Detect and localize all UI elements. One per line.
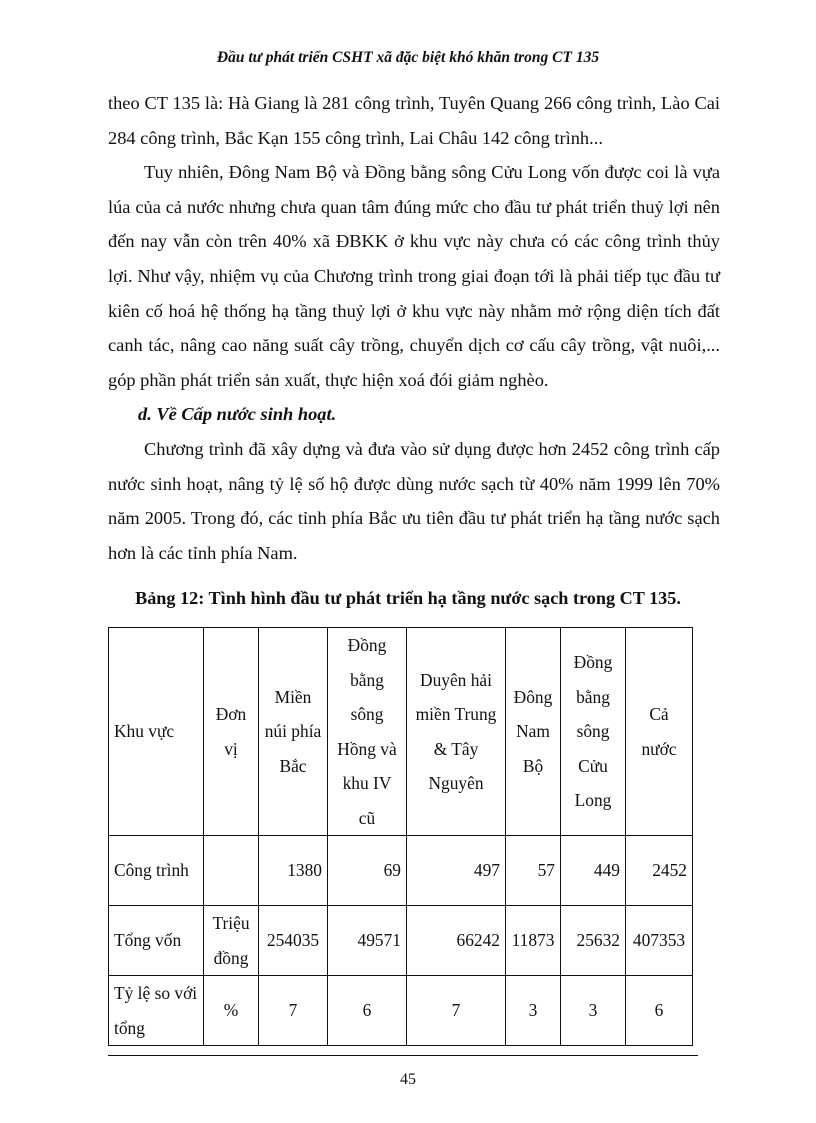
section-subheading: d. Về Cấp nước sinh hoạt. [138, 404, 337, 425]
cell-national: 2452 [626, 836, 693, 906]
row-label: Công trình [109, 836, 204, 906]
page-number: 45 [400, 1071, 416, 1088]
cell-northern-mountains: 7 [259, 976, 328, 1046]
running-header: Đầu tư phát triển CSHT xã đặc biệt khó khăn trong CT 135 [216, 49, 600, 66]
row-label: Tỷ lệ so với tổng [109, 976, 204, 1046]
table-row [109, 906, 693, 976]
cell-national: 407353 [626, 906, 693, 976]
cell-mekong-delta: 449 [561, 836, 626, 906]
table-caption: Bảng 12: Tình hình đầu tư phát triển hạ tầng nước sạch trong CT 135. [135, 588, 681, 608]
header-national: Cả nước [626, 628, 693, 836]
cell-northern-mountains: 254035 [259, 906, 328, 976]
cell-national: 6 [626, 976, 693, 1046]
row-unit [204, 836, 259, 906]
cell-red-river-delta: 6 [328, 976, 407, 1046]
cell-central-coast: 66242 [407, 906, 506, 976]
cell-central-coast: 497 [407, 836, 506, 906]
water-infrastructure-table [108, 627, 693, 1046]
paragraph-irrigation: Tuy nhiên, Đông Nam Bộ và Đồng bằng sông Cửu Long vốn được coi là vựa lúa của cả nước nhưng chưa quan tâm đúng mức cho đầu tư phát triển thuỷ lợi nên đến nay vẫn còn trên 40% xã ĐBKK ở khu vực này chưa có các công trình thủy lợi. Như vậy, nhiệm vụ của Chương trình trong giai đoạn tới là phải tiếp tục đầu tư kiên cố hoá hệ thống hạ tầng thuỷ lợi ở khu vực này nhằm mở rộng diện tích đất canh tác, nâng cao năng suất cây trồng, chuyển dịch cơ cấu cây trồng, vật nuôi,... góp phần phát triển sản xuất, thực hiện xoá đói giảm nghèo. [108, 162, 720, 390]
body-text [108, 86, 720, 570]
paragraph-continuation: theo CT 135 là: Hà Giang là 281 công trình, Tuyên Quang 266 công trình, Lào Cai 284 công trình, Bắc Kạn 155 công trình, Lai Châu 142 công trình... [108, 93, 720, 148]
cell-mekong-delta: 25632 [561, 906, 626, 976]
cell-mekong-delta: 3 [561, 976, 626, 1046]
header-mekong-delta: Đồng bằng sông Cửu Long [561, 628, 626, 836]
row-label: Tổng vốn [109, 906, 204, 976]
cell-southeast: 11873 [506, 906, 561, 976]
cell-central-coast: 7 [407, 976, 506, 1046]
table-row [109, 976, 693, 1046]
header-northern-mountains: Miền núi phía Bắc [259, 628, 328, 836]
header-red-river-delta: Đồng bằng sông Hồng và khu IV cũ [328, 628, 407, 836]
header-unit: Đơn vị [204, 628, 259, 836]
paragraph-water-supply: Chương trình đã xây dựng và đưa vào sử dụng được hơn 2452 công trình cấp nước sinh hoạt, nâng tỷ lệ số hộ được dùng nước sạch từ 40% năm 1999 lên 70% năm 2005. Trong đó, các tỉnh phía Bắc ưu tiên đầu tư phát triển hạ tầng nước sạch hơn là các tỉnh phía Nam. [108, 438, 720, 563]
cell-northern-mountains: 1380 [259, 836, 328, 906]
row-unit: % [204, 976, 259, 1046]
cell-southeast: 57 [506, 836, 561, 906]
table-row [109, 836, 693, 906]
cell-red-river-delta: 49571 [328, 906, 407, 976]
row-unit: Triệu đồng [204, 906, 259, 976]
header-southeast: Đông Nam Bộ [506, 628, 561, 836]
header-area: Khu vực [109, 628, 204, 836]
table-header-row [109, 628, 693, 836]
cell-southeast: 3 [506, 976, 561, 1046]
cell-red-river-delta: 69 [328, 836, 407, 906]
footer-divider [108, 1055, 698, 1056]
header-central-coast: Duyên hải miền Trung & Tây Nguyên [407, 628, 506, 836]
